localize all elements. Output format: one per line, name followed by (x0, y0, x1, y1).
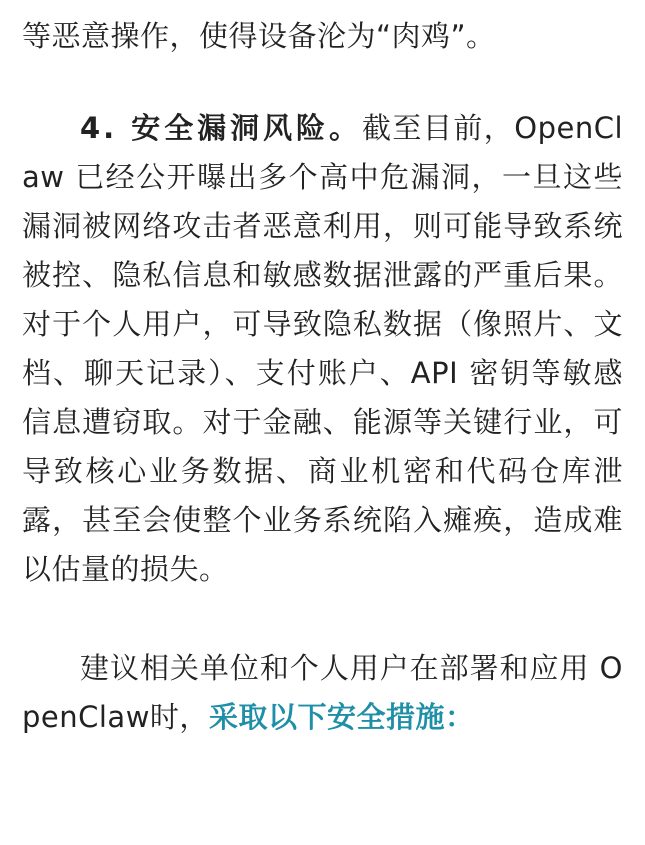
paragraph-text: 等恶意操作，使得设备沦为“肉鸡”。 (22, 19, 496, 53)
paragraph-text: 截至目前，OpenClaw 已经公开曝出多个高中危漏洞，一旦这些漏洞被网络攻击者恶意利用，则可能导致系统被控、隐私信息和敏感数据泄露的严重后果。对于个人用户，可导致隐私数据（像照片、文档、聊天记录）、支付账户、API 密钥等敏感信息遭窃取。对于金融、能源等关键行业，可导致核心业务数据、商业机密和代码仓库泄露，甚至会使整个业务系统陷入瘫痪，造成难以估量的损失。 (22, 111, 623, 586)
section-heading: 4. 安全漏洞风险。 (80, 111, 362, 145)
paragraph-continuation (22, 12, 623, 61)
paragraph-recommendation (22, 644, 623, 742)
article-body (22, 0, 623, 742)
highlighted-text: 采取以下安全措施： (208, 700, 475, 734)
paragraph-security-vulnerability-risk (22, 104, 623, 594)
paragraph-text: 建议相关单位和个人用户在部署和应用 OpenClaw时， (22, 651, 623, 734)
